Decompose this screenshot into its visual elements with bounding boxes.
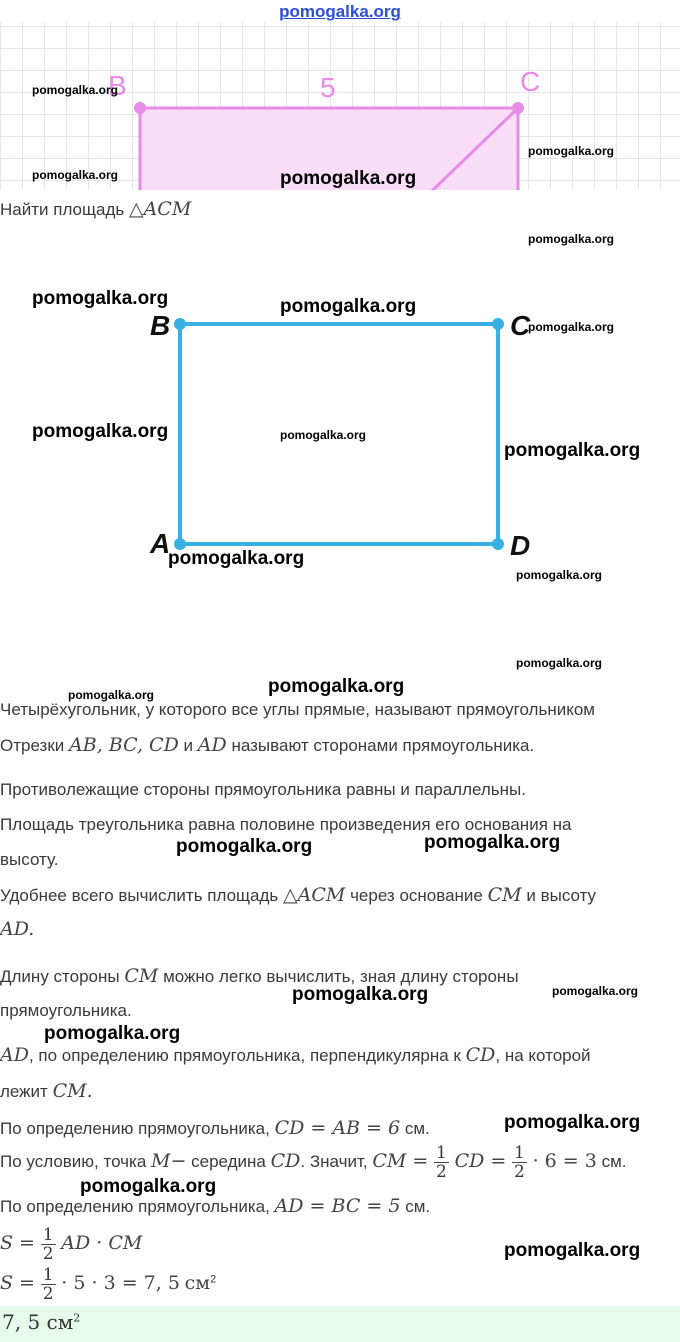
p9-text-a: По условию, точка xyxy=(0,1151,147,1171)
figure-grid-svg xyxy=(0,22,680,190)
p6-math: CM xyxy=(124,965,159,987)
watermark: pomogalka.org xyxy=(68,688,155,702)
frac-num-2: 1 xyxy=(514,1143,525,1163)
paragraph-opposite-sides: Противолежащие стороны прямоугольника равны и параллельны. xyxy=(0,780,526,799)
watermark: pomogalka.org xyxy=(528,320,615,334)
fraction-one-half-2 xyxy=(512,1144,527,1181)
answer-box xyxy=(0,1306,680,1342)
p7-math-a: AD xyxy=(0,1044,29,1066)
f1-math-ad-cm: AD · CM xyxy=(61,1231,143,1254)
vertex-d xyxy=(492,538,504,550)
watermark: pomogalka.org xyxy=(32,288,169,309)
paragraph-ad-equals-bc xyxy=(0,1195,680,1217)
p9-math-result: · 6 = 3 xyxy=(532,1149,597,1172)
paragraph-perpendicular-2 xyxy=(0,1080,680,1102)
p6-text-b: можно легко вычислить, зная длину стороны xyxy=(163,967,519,986)
fig1-side-label: 5 xyxy=(320,72,336,103)
watermark: pomogalka.org xyxy=(516,656,603,670)
formula-area-computed xyxy=(0,1266,680,1303)
p8-text-a: По определению прямоугольника, xyxy=(0,1119,270,1138)
watermark: pomogalka.org xyxy=(528,144,615,158)
fig1-label-c: C xyxy=(520,66,541,97)
p7-math-c: CM. xyxy=(52,1080,93,1102)
f1-math-s: S = xyxy=(0,1231,35,1254)
vertex-c xyxy=(492,318,504,330)
p5-text-c: и высоту xyxy=(526,886,597,905)
figure-grid-rectangle xyxy=(0,22,680,190)
p5-math-b: CM xyxy=(487,884,522,906)
watermark: pomogalka.org xyxy=(280,428,367,442)
watermark: pomogalka.org xyxy=(292,984,429,1005)
watermark: pomogalka.org xyxy=(44,1023,181,1044)
p5-text-a: Удобнее всего вычислить площадь xyxy=(0,886,279,905)
fig2-label-c: C xyxy=(510,310,531,341)
p10-text-a: По определению прямоугольника, xyxy=(0,1197,270,1216)
watermark: pomogalka.org xyxy=(528,232,615,246)
frac-den: 2 xyxy=(436,1162,447,1182)
p2-text-c: называют сторонами прямоугольника. xyxy=(231,736,535,755)
p5-text-b: через основание xyxy=(350,886,483,905)
watermark: pomogalka.org xyxy=(32,421,169,442)
f2-math-s: S = xyxy=(0,1271,35,1294)
fig2-label-d: D xyxy=(510,530,531,561)
paragraph-definition: Четырёхугольник, у которого все углы прямые, называют прямоугольником xyxy=(0,700,595,719)
watermark: pomogalka.org xyxy=(516,568,603,582)
p5-math-ad: AD. xyxy=(0,918,35,940)
task-prefix: Найти площадь xyxy=(0,200,125,219)
p7-text-a: , по определению прямоугольника, перпендикулярна к xyxy=(28,1046,461,1065)
p2-math-a: AB, BC, CD xyxy=(69,734,179,756)
watermark: pomogalka.org xyxy=(504,1112,641,1133)
f2-frac-den: 2 xyxy=(42,1284,54,1304)
p9-math-cd: CD xyxy=(270,1149,301,1172)
p10-text-b: см. xyxy=(405,1197,431,1216)
p9-text-b: середина xyxy=(191,1151,266,1171)
p5-math-a: △ACM xyxy=(283,884,346,906)
answer-unit: см xyxy=(46,1310,74,1334)
paragraph-sides xyxy=(0,734,680,756)
watermark: pomogalka.org xyxy=(80,1176,217,1197)
frac-num: 1 xyxy=(436,1143,447,1163)
p9-math-m: M− xyxy=(151,1149,187,1172)
point-b xyxy=(134,102,146,114)
fig2-label-b: B xyxy=(150,310,171,341)
p9-math-cd2: CD = xyxy=(454,1149,507,1172)
frac-den-2: 2 xyxy=(514,1162,525,1182)
watermark: pomogalka.org xyxy=(32,83,119,97)
formula-fraction-half xyxy=(41,1226,56,1263)
fig2-label-a: A xyxy=(150,528,171,559)
task-triangle: △ACM xyxy=(128,198,192,220)
p2-math-b: AD xyxy=(197,734,227,756)
p6-text-a: Длину стороны xyxy=(0,967,120,986)
vertex-b xyxy=(174,318,186,330)
p8-text-b: см. xyxy=(404,1119,430,1138)
formula-fraction-half-2 xyxy=(41,1266,56,1303)
p9-text-d: см. xyxy=(601,1151,627,1171)
point-c xyxy=(512,102,524,114)
p2-text-a: Отрезки xyxy=(0,736,65,755)
p10-math: AD = BC = 5 xyxy=(274,1195,401,1217)
watermark: pomogalka.org xyxy=(280,296,417,317)
answer-value: 7, 5 xyxy=(2,1310,41,1334)
p7-math-b: CD xyxy=(465,1044,496,1066)
f2-math-values: · 5 · 3 = 7, 5 xyxy=(61,1271,180,1294)
p8-math: CD = AB = 6 xyxy=(274,1117,401,1139)
fig1-label-b: B xyxy=(108,70,127,101)
paragraph-cm-2: прямоугольника. xyxy=(0,1001,132,1020)
p2-text-b: и xyxy=(183,736,194,755)
p9-text-c: . Значит, xyxy=(300,1151,368,1171)
watermark: pomogalka.org xyxy=(504,440,641,461)
watermark: pomogalka.org xyxy=(176,836,313,857)
p7-text-b: , на которой xyxy=(495,1046,591,1065)
watermark: pomogalka.org xyxy=(504,1240,641,1261)
f2-unit: см xyxy=(184,1271,211,1294)
paragraph-area-rule-1: Площадь треугольника равна половине произведения его основания на xyxy=(0,815,572,834)
paragraph-method-2 xyxy=(0,918,680,940)
watermark: pomogalka.org xyxy=(280,168,417,189)
paragraph-perpendicular-1 xyxy=(0,1044,680,1066)
watermark: pomogalka.org xyxy=(32,168,119,182)
watermark: pomogalka.org xyxy=(552,984,639,998)
task-line xyxy=(0,198,680,220)
f2-frac-num: 1 xyxy=(42,1265,54,1285)
p9-math-cm: CM = xyxy=(372,1149,429,1172)
answer-unit-square: 2 xyxy=(73,1311,81,1325)
watermark: pomogalka.org xyxy=(424,832,561,853)
header-site-link[interactable]: pomogalka.org xyxy=(279,2,401,21)
f1-frac-den: 2 xyxy=(42,1244,54,1264)
watermark: pomogalka.org xyxy=(168,548,305,569)
paragraph-method-1 xyxy=(0,884,680,906)
paragraph-area-rule-2: высоту. xyxy=(0,850,59,869)
watermark: pomogalka.org xyxy=(268,676,405,697)
f2-unit-square: 2 xyxy=(210,1273,217,1286)
p7-text-c: лежит xyxy=(0,1082,48,1101)
f1-frac-num: 1 xyxy=(42,1225,54,1245)
answer-text xyxy=(2,1310,80,1334)
fraction-one-half xyxy=(434,1144,449,1181)
